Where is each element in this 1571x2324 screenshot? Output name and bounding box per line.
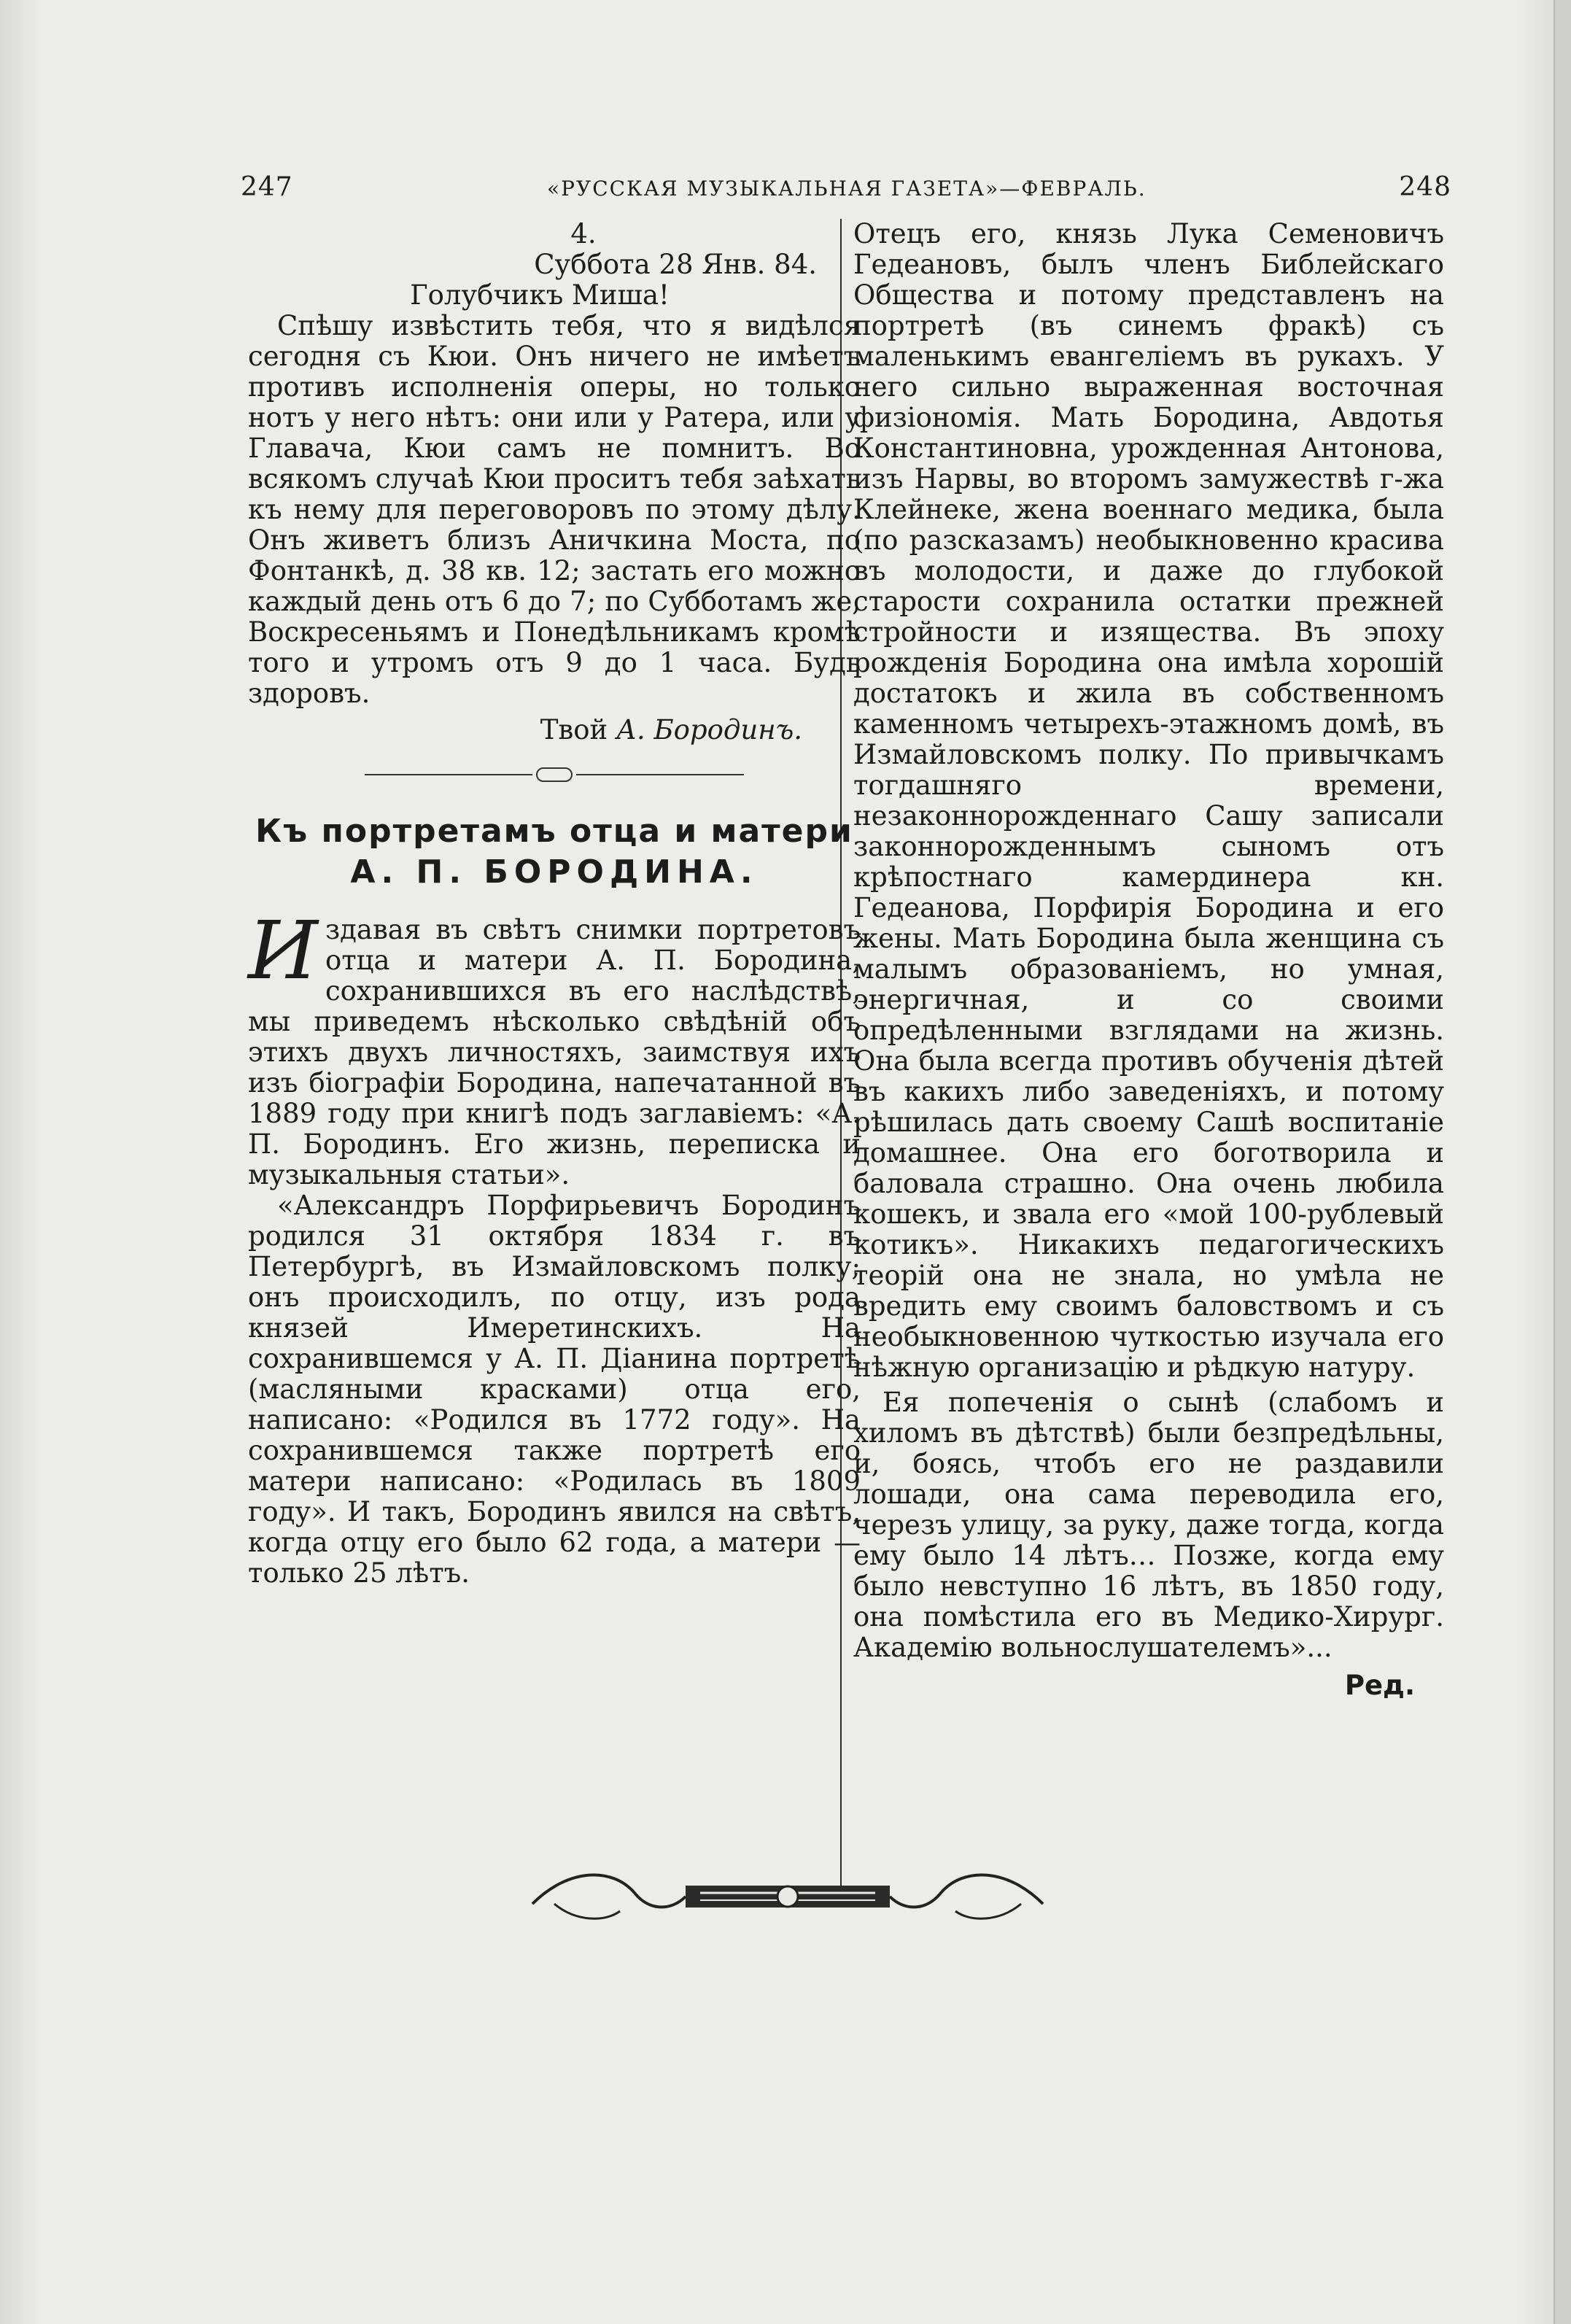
divider-ornament-icon [536, 767, 573, 782]
article-title-line2: А. П. БОРОДИНА. [350, 853, 759, 891]
page-number-right: 248 [1399, 172, 1451, 202]
article-paragraph-4: Ея попеченія о сынѣ (слабомъ и хиломъ въ дѣтствѣ) были безпредѣльны, и, боясь, чтобъ его не раздавили лошади, она сама переводила его, черезъ улицу, за руку, даже тогда, когда ему было 14 лѣтъ… Позже, когда ему было невступно 16 лѣтъ, въ 1850 году, она помѣстила его въ Медико-Хирург. Академію вольнослушателемъ»... [853, 1387, 1444, 1663]
letter-salutation: Голубчикъ Миша! [410, 279, 670, 311]
section-divider [365, 767, 744, 782]
article-paragraph-3: Отецъ его, князь Лука Семеновичъ Гедеановъ, былъ членъ Библейскаго Общества и потому представленъ на портретѣ (въ синемъ фракѣ) съ маленькимъ евангеліемъ въ рукахъ. У него сильно выраженная восточная физіономія. Мать Бородина, Авдотья Константиновна, урожденная Антонова, изъ Нарвы, во второмъ замужествѣ г-жа Клейнеке, жена военнаго медика, была (по разсказамъ) необыкновенно красива въ молодости, и даже до глубокой старости сохранила остатки прежней стройности и изящества. Въ эпоху рожденія Бородина она имѣла хорошій достатокъ и жила въ собственномъ каменномъ четырехъ-этажномъ домѣ, въ Измайловскомъ полку. По привычкамъ тогдашняго времени, незаконнорожденнаго Сашу записали законнорожденнымъ сыномъ отъ крѣпостнаго камердинера кн. Гедеанова, Порфирія Бородина и его жены. Мать Бородина была женщина съ малымъ образованіемъ, но умная, энергичная, и со своими опредѣленными взглядами на жизнь. Она была всегда противъ обученія дѣтей въ какихъ либо заведеніяхъ, и потому рѣшилась дать своему Сашѣ воспитаніе домашнее. Она его боготворила и баловала страшно. Она очень любила кошекъ, и звала его «мой 100-рублевый котикъ». Никакихъ педагогическихъ теорій она не знала, но умѣла не вредить ему своимъ баловствомъ и съ необыкновенною чуткостью изучала его нѣжную организацію и рѣдкую натуру. [853, 218, 1444, 1383]
newspaper-title: «РУССКАЯ МУЗЫКАЛЬНАЯ ГАЗЕТА»—ФЕВРАЛЬ. [547, 177, 1147, 201]
paragraph-1-text: здавая въ свѣтъ снимки портретовъ отца и матери А. П. Бородина, сохранившихся въ его наслѣдствѣ, мы приведемъ нѣсколько свѣдѣній объ этихъ двухъ личностяхъ, заимствуя ихъ изъ біографіи Бородина, напечатанной въ 1889 году при книгѣ подъ заглавіемъ: «А. П. Бородинъ. Его жизнь, переписка и музыкальныя статьи». [248, 914, 861, 1190]
article-paragraph-1 [248, 904, 861, 1190]
letter-date: Суббота 28 Янв. 84. [534, 249, 817, 280]
running-header [219, 166, 1451, 210]
letter-signature [248, 715, 802, 745]
editor-signature: Ред. [1344, 1670, 1415, 1701]
drop-cap: И [248, 904, 318, 997]
divider-line [576, 774, 744, 775]
article-title [248, 811, 861, 893]
article-body-left [248, 904, 861, 1589]
ornamental-vignette-icon [525, 1853, 1050, 1933]
letter-number: 4. [570, 218, 597, 249]
page-number-left: 247 [241, 172, 293, 202]
divider-line [365, 774, 532, 775]
left-column [248, 219, 861, 1589]
letter-body: Спѣшу извѣстить тебя, что я видѣлся сегодня съ Кюи. Онъ ничего не имѣетъ противъ исполненія оперы, но только нотъ у него нѣтъ: они или у Ратера, или у Главача, Кюи самъ не помнитъ. Во всякомъ случаѣ Кюи проситъ тебя заѣхать къ нему для переговоровъ по этому дѣлу. Онъ живетъ близъ Аничкина Моста, по Фонтанкѣ, д. 38 кв. 12; застать его можно каждый день отъ 6 до 7; по Субботамъ же, Воскресеньямъ и Понедѣльникамъ кромѣ того и утромъ отъ 9 до 1 часа. Будь здоровъ. [248, 310, 861, 709]
signature-name: А. Бородинъ. [616, 714, 802, 745]
article-title-line1: Къ портретамъ отца и матери [255, 813, 853, 850]
article-paragraph-2: «Александръ Порфирьевичъ Бородинъ родился 31 октября 1834 г. въ Петербургѣ, въ Измайловскомъ полку; онъ происходилъ, по отцу, изъ рода князей Имеретинскихъ. На сохранившемся у А. П. Діанина портретѣ (масляными красками) отца его, написано: «Родился въ 1772 году». На сохранившемся также портретѣ его матери написано: «Родилась въ 1809 году». И такъ, Бородинъ явился на свѣтъ, когда отцу его было 62 года, а матери — только 25 лѣтъ. [248, 1190, 861, 1589]
right-column [853, 219, 1444, 1701]
signature-prefix: Твой [540, 714, 608, 745]
page-edge [1553, 0, 1571, 2324]
